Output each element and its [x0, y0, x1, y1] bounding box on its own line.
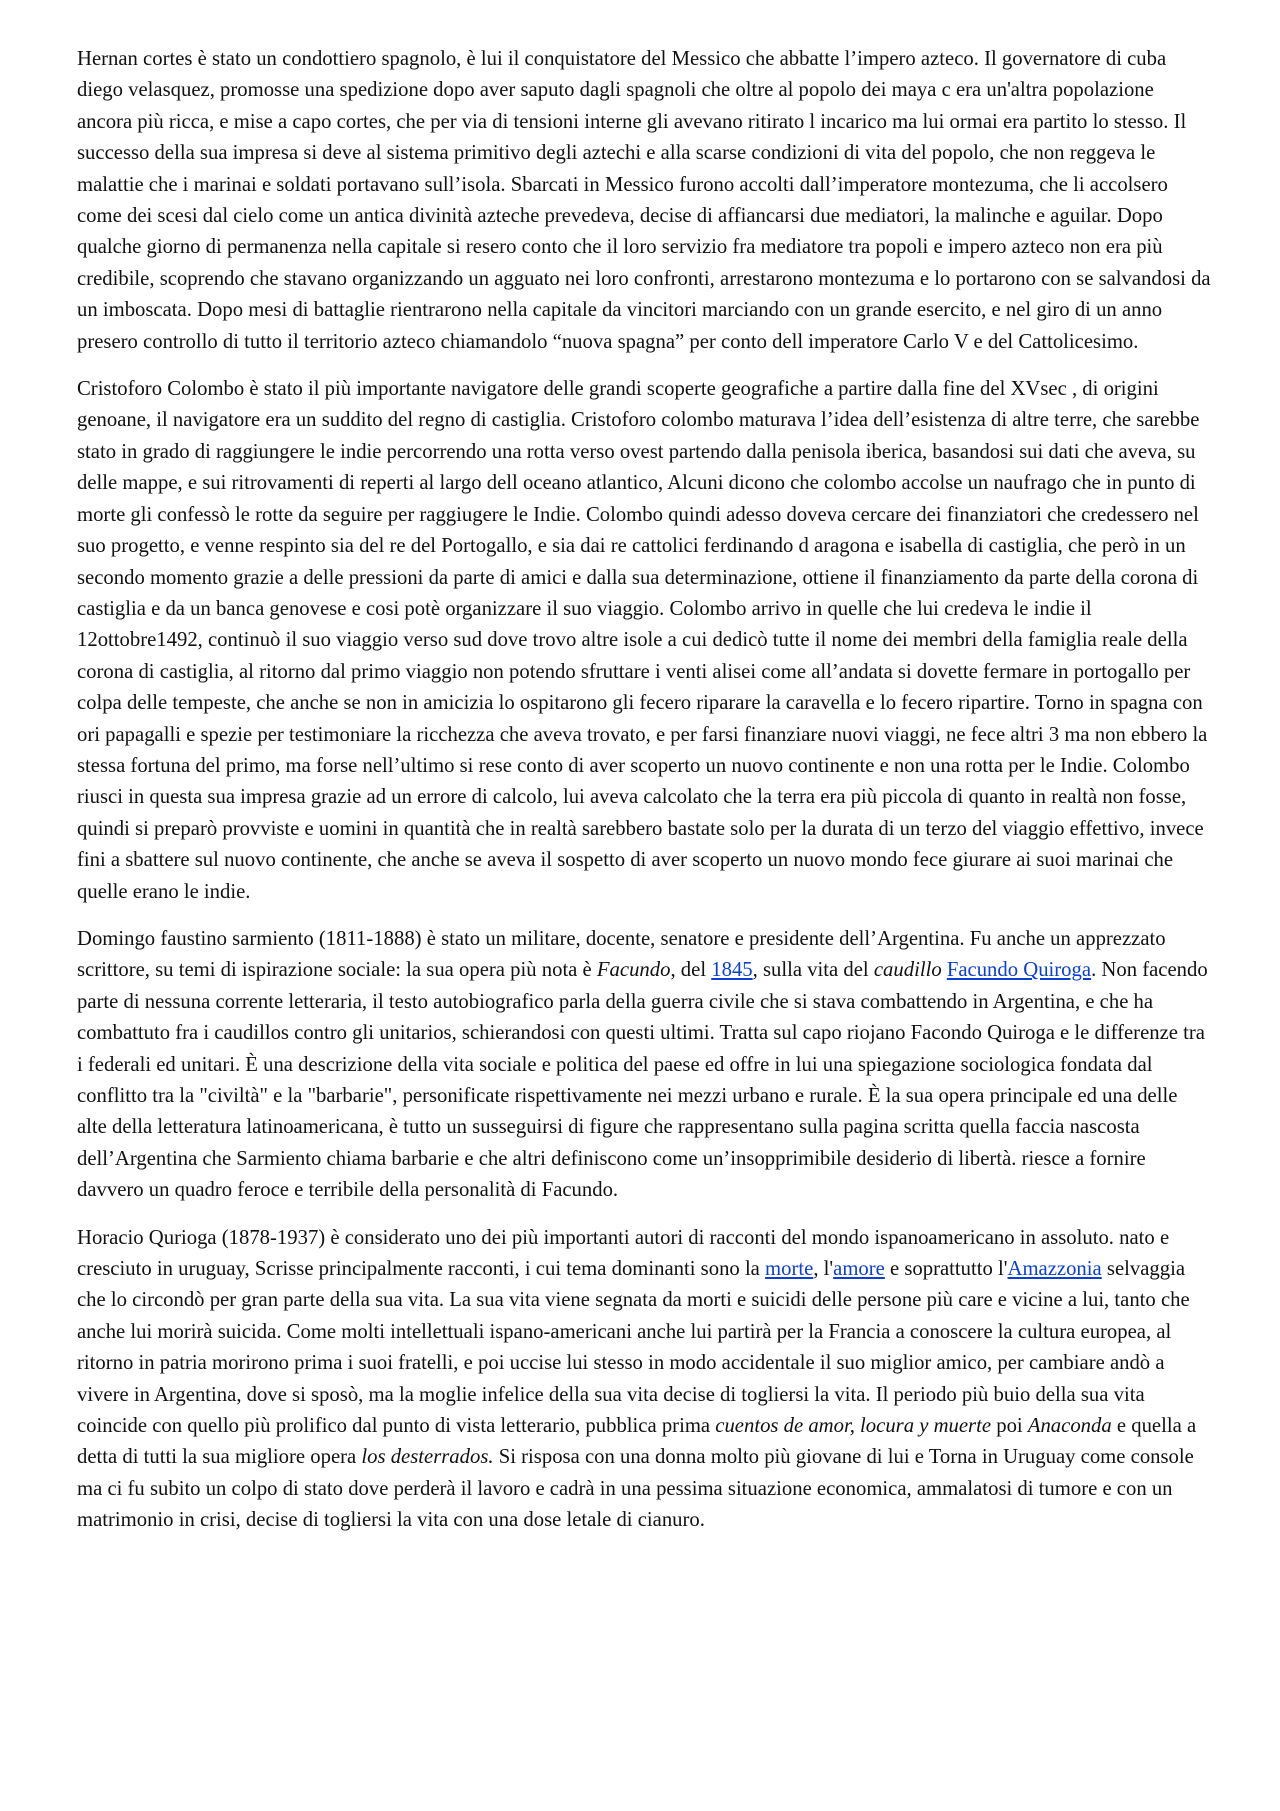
italic-desterrados: los desterrados. [361, 1446, 494, 1469]
text-run: e soprattutto l' [884, 1258, 1008, 1281]
paragraph-sarmiento [77, 924, 1212, 1207]
paragraph-text: Hernan cortes è stato un condottiero spagnolo, è lui il conquistatore del Messico che abbatte l’impero azteco. Il governatore di cuba diego velasquez, promosse una spedizione dopo aver saputo dagli spagnoli che oltre al popolo dei maya c era un'altra popolazione ancora più ricca, e mise a capo cortes, che per via di tensioni interne gli avevano ritirato l incarico ma lui ormai era partito lo stesso. Il successo della sua impresa si deve al sistema primitivo degli aztechi e alla scarse condizioni di vita del popolo, che non reggeva le malattie che i marinai e soldati portavano sull’isola. Sbarcati in Messico furono accolti dall’imperatore montezuma, che li accolsero come dei scesi dal cielo come un antica divinità azteche prevedeva, decise di affiancarsi due mediatori, la malinche e aguilar. Dopo qualche giorno di permanenza nella capitale si resero conto che il loro servizio fra mediatore tra popoli e impero azteco non era più credibile, scoprendo che stavano organizzando un agguato nei loro confronti, arrestarono montezuma e lo portarono con se salvandosi da un imboscata. Dopo mesi di battaglie rientrarono nella capitale da vincitori marciando con un grande esercito, e nel giro di un anno presero controllo di tutto il territorio azteco chiamandolo “nuova spagna” per conto dell imperatore Carlo V e del Cattolicesimo. [77, 48, 1211, 353]
link-facundo-quiroga[interactable]: Facundo Quiroga [946, 959, 1092, 982]
italic-anaconda: Anaconda [1027, 1415, 1112, 1438]
link-morte[interactable]: morte [765, 1258, 814, 1281]
text-run: Si risposa con una donna molto più giovane di lui e Torna in Uruguay come console ma ci fu subito un colpo di stato dove perderà il lavoro e cadrà in una pessima situazione economica, ammalatosi di tumore e con un matrimonio in crisi, decise di togliersi la vita con una dose letale di cianuro. [77, 1446, 1194, 1532]
italic-caudillo: caudillo [873, 959, 942, 982]
link-amore[interactable]: amore [833, 1258, 885, 1281]
document-body [77, 44, 1212, 1553]
paragraph-text: Cristoforo Colombo è stato il più importante navigatore delle grandi scoperte geografiche a partire dalla fine del XVsec , di origini genoane, il navigatore era un suddito del regno di castiglia. Cristoforo colombo maturava l’idea dell’esistenza di altre terre, che sarebbe stato in grado di raggiungere le indie percorrendo una rotta verso ovest partendo dalla penisola iberica, basandosi sui dati che aveva, su delle mappe, e sui ritrovamenti di reperti al largo dell oceano atlantico, Alcuni dicono che colombo accolse un naufrago che in punto di morte gli confessò le rotte da seguire per raggiugere le Indie. Colombo quindi adesso doveva cercare dei finanziatori che credessero nel suo progetto, e venne respinto sia del re del Portogallo, e sia dai re cattolici ferdinando d aragona e isabella di castiglia, che però in un secondo momento grazie a delle pressioni da parte di amici e dalla sua determinazione, ottiene il finanziamento da parte della corona di castiglia e da un banca genovese e cosi potè organizzare il suo viaggio. Colombo arrivo in quelle che lui credeva le indie il 12ottobre1492, continuò il suo viaggio verso sud dove trovo altre isole a cui dedicò tutte il nome dei membri della famiglia reale della corona di castiglia, al ritorno dal primo viaggio non potendo sfruttare i venti alisei come all’andata si dovette fermare in portogallo per colpa delle tempeste, che anche se non in amicizia lo ospitarono gli fecero riparare la caravella e lo fecero ripartire. Torno in spagna con ori papagalli e spezie per testimoniare la ricchezza che aveva trovato, e per farsi finanziare nuovi viaggi, ne fece altri 3 ma non ebbero la stessa fortuna del primo, ma forse nell’ultimo si rese conto di aver scoperto un nuovo continente e non una rotta per le Indie. Colombo riusci in questa sua impresa grazie ad un errore di calcolo, lui aveva calcolato che la terra era più piccola di quanto in realtà non fosse, quindi si preparò provviste e uomini in quantità che in realtà sarebbero bastate solo per la durata di un terzo del viaggio effettivo, invece fini a sbattere sul nuovo continente, che anche se aveva il sospetto di aver scoperto un nuovo mondo fece giurare ai suoi marinai che quelle erano le indie. [77, 378, 1208, 903]
italic-facundo: Facundo [596, 959, 671, 982]
paragraph-cortes [77, 44, 1212, 358]
text-run: . Non facendo parte di nessuna corrente letteraria, il testo autobiografico parla della guerra civile che si stava combattendo in Argentina, e che ha combattuto fra i caudillos contro gli unitarios, schierandosi con questi ultimi. Tratta sul capo riojano Facondo Quiroga e le differenze tra i federali ed unitari. È una descrizione della vita sociale e politica del paese ed offre in lui una spiegazione sociologica fondata dal conflitto tra la "civiltà" e la "barbarie", personificate rispettivamente nei mezzi urbano e rurale. È la sua opera principale ed una delle alte della letteratura latinoamericana, è tutto un susseguirsi di figure che rappresentano sulla pagina scritta quella faccia nascosta dell’Argentina che Sarmiento chiama barbarie e che altri definiscono come un’insopprimibile desiderio di libertà. riesce a fornire davvero un quadro feroce e terribile della personalità di Facundo. [77, 959, 1208, 1202]
paragraph-colombo [77, 374, 1212, 908]
text-run: , sulla vita del [752, 959, 874, 982]
text-run: Domingo faustino sarmiento (1811-1888) è stato un militare, docente, senatore e presidente dell’Argentina. Fu anche un apprezzato scrittore, su temi di ispirazione sociale: la sua opera più nota è [77, 927, 1166, 982]
text-run: e quella a detta di tutti la sua migliore opera [77, 1415, 1197, 1469]
link-1845[interactable]: 1845 [711, 959, 753, 982]
text-run: , del [670, 959, 712, 982]
text-run: poi [991, 1415, 1028, 1438]
link-amazzonia[interactable]: Amazzonia [1007, 1258, 1102, 1281]
italic-cuentos: cuentos de amor, locura y muerte [715, 1415, 992, 1438]
paragraph-quiroga [77, 1223, 1212, 1537]
text-run: selvaggia che lo circondò per gran parte della sua vita. La sua vita viene segnata da morti e suicidi delle persone più care e vicine a lui, tanto che anche lui morirà suicida. Come molti intellettuali ispano-americani anche lui partirà per la Francia a conoscere la cultura europea, al ritorno in patria morirono prima i suoi fratelli, e poi uccise lui stesso in modo accidentale il suo miglior amico, per cambiare andò a vivere in Argentina, dove si sposò, ma la moglie infelice della sua vita decise di togliersi la vita. Il periodo più buio della sua vita coincide con quello più prolifico dal punto di vista letterario, pubblica prima [77, 1258, 1190, 1438]
text-run: Horacio Qurioga (1878-1937) è considerato uno dei più importanti autori di racconti del mondo ispanoamericano in assoluto. nato e cresciuto in uruguay, Scrisse principalmente racconti, i cui tema dominanti sono la [77, 1226, 1170, 1281]
text-run: , l' [813, 1258, 834, 1281]
